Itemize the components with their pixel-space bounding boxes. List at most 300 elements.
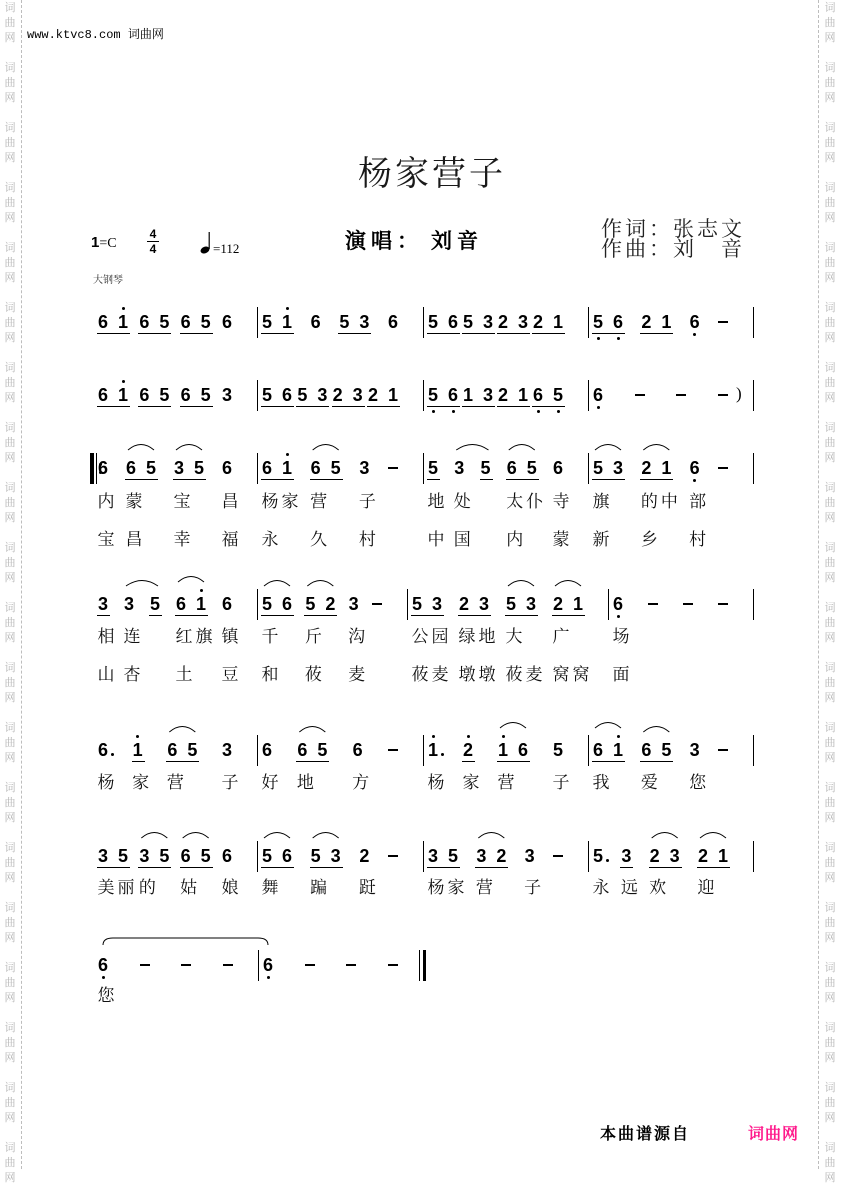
octave-dot-low: [693, 333, 696, 336]
note: 3: [97, 846, 108, 866]
watermark-glyph: 网: [4, 151, 16, 164]
watermark-glyph: 曲: [4, 256, 16, 269]
note: 6: [125, 458, 136, 478]
barline: [423, 307, 424, 338]
sustain-dash: [223, 964, 233, 967]
watermark-glyph: 曲: [824, 136, 836, 149]
augmentation-dot: [441, 753, 444, 756]
note: 2: [496, 846, 507, 866]
sustain-dash: [305, 964, 315, 967]
lyric: 永: [261, 530, 279, 550]
barline: [258, 950, 259, 981]
beam-underline: [552, 615, 585, 616]
watermark-glyph: 曲: [824, 496, 836, 509]
watermark-glyph: 曲: [824, 436, 836, 449]
sustain-dash: [718, 321, 728, 324]
watermark-glyph: 词: [824, 1021, 836, 1034]
watermark-glyph: 词: [4, 661, 16, 674]
sustain-dash: [648, 603, 658, 606]
lyric: 公: [411, 627, 429, 647]
note: 5: [462, 312, 473, 332]
lyric: 好: [261, 773, 279, 793]
note: 6: [281, 594, 292, 614]
composer-name: 刘 音: [673, 237, 745, 261]
note: 1: [572, 594, 583, 614]
sustain-dash: [676, 394, 686, 397]
watermark-glyph: 网: [4, 91, 16, 104]
watermark-glyph: 词: [824, 301, 836, 314]
beam-underline: [475, 867, 508, 868]
watermark-glyph: 网: [4, 931, 16, 944]
note: 5: [505, 594, 516, 614]
beam-underline: [310, 479, 343, 480]
watermark-glyph: 网: [824, 1171, 836, 1184]
note: 6: [592, 385, 603, 405]
beam-underline: [532, 333, 565, 334]
note: 5: [552, 385, 563, 405]
beam-underline: [338, 333, 371, 334]
note: 5: [200, 846, 211, 866]
lyricist-label: 作词：: [601, 217, 673, 241]
note: 6: [139, 312, 150, 332]
slur: [299, 727, 325, 733]
watermark-glyph: 词: [4, 601, 16, 614]
note: 5: [592, 312, 603, 332]
note: 2: [497, 385, 508, 405]
note: 3: [123, 594, 134, 614]
beam-underline: [592, 333, 625, 334]
note: 6: [97, 312, 108, 332]
watermark-glyph: 网: [824, 391, 836, 404]
lyric: 杨: [261, 492, 279, 512]
lyric: 子: [552, 773, 570, 793]
lyric: 乡: [640, 530, 658, 550]
watermark-glyph: 曲: [824, 796, 836, 809]
lyric: 土: [175, 665, 193, 685]
slur: [313, 833, 339, 839]
beam-underline: [532, 406, 565, 407]
note: 5: [159, 846, 170, 866]
note: 2: [458, 594, 469, 614]
note: 6: [281, 846, 292, 866]
note: 6: [221, 312, 232, 332]
note: 6: [262, 955, 273, 975]
lyric: 仆: [526, 492, 544, 512]
beam-underline: [458, 615, 491, 616]
barline: [257, 735, 258, 766]
octave-dot-low: [597, 406, 600, 409]
lyric: 您: [689, 773, 707, 793]
barline: [753, 380, 754, 411]
note: 5: [117, 846, 128, 866]
note: 1: [717, 846, 728, 866]
note: 3: [689, 740, 700, 760]
watermark-glyph: 词: [4, 421, 16, 434]
watermark-glyph: 曲: [824, 376, 836, 389]
note: 6: [261, 740, 272, 760]
beam-underline: [125, 479, 158, 480]
note: 5: [480, 458, 491, 478]
note: 3: [476, 846, 487, 866]
note: 5: [552, 740, 563, 760]
watermark-glyph: 网: [824, 271, 836, 284]
note: 5: [427, 312, 438, 332]
repeat-start-thick-barline: [90, 453, 94, 484]
note: 6: [97, 740, 108, 760]
note: 1: [661, 458, 672, 478]
watermark-glyph: 网: [4, 451, 16, 464]
note: 5: [447, 846, 458, 866]
note: 5: [317, 740, 328, 760]
note: 6: [517, 740, 528, 760]
lyric: 村: [689, 530, 707, 550]
beam-underline: [427, 867, 460, 868]
key-equals: =C: [99, 236, 117, 251]
watermark-glyph: 网: [4, 511, 16, 524]
lyric: 千: [261, 627, 279, 647]
watermark-glyph: 词: [824, 61, 836, 74]
lyric: 营: [475, 878, 493, 898]
octave-dot-high: [286, 453, 289, 456]
octave-dot-high: [502, 735, 505, 738]
beam-underline: [296, 761, 329, 762]
watermark-glyph: 词: [824, 181, 836, 194]
octave-dot-low: [693, 479, 696, 482]
note: 6: [352, 740, 363, 760]
note: 3: [478, 594, 489, 614]
watermark-glyph: 词: [824, 421, 836, 434]
lyric: 蒙: [552, 530, 570, 550]
note: 5: [297, 385, 308, 405]
barline: [257, 307, 258, 338]
note: 5: [427, 458, 438, 478]
slur: [141, 833, 167, 839]
watermark-glyph: 词: [824, 121, 836, 134]
sustain-dash: [388, 749, 398, 752]
watermark-glyph: 词: [824, 1141, 836, 1154]
note: 3: [524, 846, 535, 866]
lyric: 山: [97, 665, 115, 685]
note: 5: [187, 740, 198, 760]
beam-underline: [497, 406, 530, 407]
octave-dot-low: [557, 410, 560, 413]
beam-underline: [462, 761, 475, 762]
lyric: 中: [660, 492, 678, 512]
note: 3: [454, 458, 465, 478]
note: 3: [621, 846, 632, 866]
note: 5: [592, 458, 603, 478]
note: 3: [352, 385, 363, 405]
lyric: 美: [97, 878, 115, 898]
lyric: 墩: [478, 665, 496, 685]
watermark-glyph: 网: [4, 631, 16, 644]
note: 2: [552, 594, 563, 614]
octave-dot-low: [452, 410, 455, 413]
watermark-glyph: 网: [4, 331, 16, 344]
beam-underline: [462, 406, 495, 407]
barline: [257, 589, 258, 620]
sustain-dash: [181, 964, 191, 967]
slur: [700, 833, 726, 839]
watermark-glyph: 词: [824, 1, 836, 14]
watermark-glyph: 网: [824, 631, 836, 644]
note: 6: [221, 846, 232, 866]
note: 2: [359, 846, 370, 866]
slur: [508, 581, 534, 587]
source-site: 词曲网: [748, 1124, 800, 1143]
note: 6: [97, 955, 108, 975]
watermark-glyph: 曲: [824, 1156, 836, 1169]
octave-dot-high: [122, 307, 125, 310]
sustain-dash: [635, 394, 645, 397]
watermark-glyph: 曲: [4, 1156, 16, 1169]
slur: [643, 445, 669, 451]
watermark-glyph: 曲: [4, 136, 16, 149]
note: 3: [359, 312, 370, 332]
note: 6: [180, 385, 191, 405]
watermark-glyph: 曲: [4, 916, 16, 929]
lyric: 地: [427, 492, 445, 512]
beam-underline: [97, 615, 110, 616]
note: 1: [195, 594, 206, 614]
lyric: 福: [221, 530, 239, 550]
sustain-dash: [388, 855, 398, 858]
beam-underline: [138, 406, 171, 407]
beam-underline: [97, 867, 130, 868]
watermark-glyph: 网: [4, 271, 16, 284]
lyric: 斤: [304, 627, 322, 647]
note: 5: [427, 385, 438, 405]
sustain-dash: [718, 603, 728, 606]
final-thin-barline: [419, 950, 420, 981]
note: 3: [482, 385, 493, 405]
octave-dot-high: [467, 735, 470, 738]
watermark-glyph: 网: [4, 31, 16, 44]
octave-dot-low: [432, 410, 435, 413]
watermark-glyph: 词: [4, 121, 16, 134]
lyric: 家: [462, 773, 480, 793]
beam-underline: [640, 479, 673, 480]
watermark-glyph: 网: [824, 91, 836, 104]
note: 6: [689, 458, 700, 478]
lyric: 欢: [649, 878, 667, 898]
watermark-glyph: 曲: [824, 256, 836, 269]
watermark-glyph: 词: [4, 301, 16, 314]
beam-underline: [649, 867, 682, 868]
watermark-glyph: 曲: [824, 1036, 836, 1049]
note: 6: [180, 846, 191, 866]
note: 5: [193, 458, 204, 478]
barline: [588, 841, 589, 872]
watermark-glyph: 曲: [4, 436, 16, 449]
octave-dot-low: [617, 615, 620, 618]
sustain-dash: [718, 749, 728, 752]
lyric: 园: [431, 627, 449, 647]
note: 6: [310, 312, 321, 332]
lyric: 豆: [221, 665, 239, 685]
beam-underline: [497, 761, 530, 762]
lyric: 跹: [358, 878, 376, 898]
note: 1: [117, 385, 128, 405]
beam-underline: [332, 406, 365, 407]
sustain-dash: [718, 467, 728, 470]
barline: [407, 589, 408, 620]
lyric: 姑: [180, 878, 198, 898]
note: 6: [641, 740, 652, 760]
lyric: 我: [592, 773, 610, 793]
note: 1: [281, 458, 292, 478]
note: 1: [427, 740, 438, 760]
lyric: 宝: [97, 530, 115, 550]
barline: [588, 307, 589, 338]
barline: [257, 380, 258, 411]
barline: [423, 453, 424, 484]
song-title: 杨家营子: [358, 154, 506, 194]
barline: [588, 380, 589, 411]
lyric: 的: [640, 492, 658, 512]
note: 5: [526, 458, 537, 478]
lyric: 国: [453, 530, 471, 550]
beam-underline: [138, 867, 171, 868]
watermark-glyph: 网: [824, 571, 836, 584]
watermark-glyph: 词: [824, 1081, 836, 1094]
watermark-glyph: 网: [4, 1051, 16, 1064]
note: 6: [297, 740, 308, 760]
lyric: 爱: [640, 773, 658, 793]
note: 6: [310, 458, 321, 478]
note: 3: [139, 846, 150, 866]
watermark-glyph: 词: [4, 241, 16, 254]
note: 3: [525, 594, 536, 614]
beam-underline: [173, 479, 206, 480]
watermark-glyph: 词: [4, 481, 16, 494]
note: 5: [261, 385, 272, 405]
octave-dot-high: [200, 589, 203, 592]
beam-underline: [462, 333, 495, 334]
beam-underline: [261, 406, 294, 407]
note: 3: [97, 594, 108, 614]
lyric: 村: [358, 530, 376, 550]
note: 3: [612, 458, 623, 478]
lyric: 莜: [505, 665, 523, 685]
note: 1: [462, 385, 473, 405]
lyric: 相: [97, 627, 115, 647]
beam-underline: [97, 406, 130, 407]
watermark-glyph: 网: [4, 811, 16, 824]
watermark-glyph: 词: [824, 361, 836, 374]
note: 2: [641, 312, 652, 332]
lyric: 蒙: [125, 492, 143, 512]
beam-underline: [697, 867, 730, 868]
slur: [126, 581, 158, 587]
lyric: 家: [281, 492, 299, 512]
lyric: 杏: [123, 665, 141, 685]
note: 3: [221, 385, 232, 405]
note: 2: [462, 740, 473, 760]
note: 2: [325, 594, 336, 614]
lyric: 永: [592, 878, 610, 898]
watermark-glyph: 网: [824, 1111, 836, 1124]
lyric: 昌: [125, 530, 143, 550]
note: 2: [332, 385, 343, 405]
composer-label: 作曲：: [601, 237, 673, 261]
beam-underline: [180, 867, 213, 868]
beam-underline: [367, 406, 400, 407]
lyric: 内: [97, 492, 115, 512]
beam-underline: [640, 333, 673, 334]
note: 1: [132, 740, 143, 760]
slur: [128, 445, 154, 451]
beam-underline: [132, 761, 145, 762]
note: 3: [221, 740, 232, 760]
note: 3: [427, 846, 438, 866]
watermark-glyph: 词: [4, 1141, 16, 1154]
watermark-glyph: 词: [824, 961, 836, 974]
watermark-glyph: 曲: [4, 976, 16, 989]
watermark-glyph: 曲: [4, 556, 16, 569]
beam-underline: [166, 761, 199, 762]
beam-underline: [497, 333, 530, 334]
lyric: 场: [612, 627, 630, 647]
slur: [169, 727, 195, 733]
note: 6: [689, 312, 700, 332]
sustain-dash: [140, 964, 150, 967]
lyric: 久: [310, 530, 328, 550]
note: 2: [367, 385, 378, 405]
watermark-glyph: 词: [4, 61, 16, 74]
performer-name: 刘音: [431, 229, 483, 253]
note: 6: [506, 458, 517, 478]
watermark-glyph: 曲: [4, 496, 16, 509]
lyric: 面: [612, 665, 630, 685]
note: 6: [221, 594, 232, 614]
watermark-glyph: 词: [4, 721, 16, 734]
lyric: 营: [166, 773, 184, 793]
note: 5: [159, 312, 170, 332]
lyric: 子: [524, 878, 542, 898]
watermark-glyph: 网: [4, 871, 16, 884]
slur: [264, 833, 290, 839]
slur: [264, 581, 290, 587]
lyric: 沟: [348, 627, 366, 647]
barline: [423, 841, 424, 872]
watermark-glyph: 网: [4, 991, 16, 1004]
watermark-glyph: 网: [824, 211, 836, 224]
note: 6: [447, 385, 458, 405]
watermark-glyph: 词: [4, 901, 16, 914]
lyric: 镇: [221, 627, 239, 647]
octave-dot-low: [537, 410, 540, 413]
lyric: 莜: [304, 665, 322, 685]
time-signature-numerator: 4: [149, 227, 157, 241]
lyric: 丽: [117, 878, 135, 898]
watermark-glyph: 曲: [824, 616, 836, 629]
lyric: 窝: [572, 665, 590, 685]
note: 2: [649, 846, 660, 866]
beam-underline: [261, 333, 294, 334]
note: 1: [497, 740, 508, 760]
barline: [588, 453, 589, 484]
lyric: 家: [132, 773, 150, 793]
beam-underline: [592, 479, 625, 480]
barline: [753, 841, 754, 872]
lyric: 杨: [427, 878, 445, 898]
note: 5: [661, 740, 672, 760]
lyric: 的: [138, 878, 156, 898]
octave-dot-low: [597, 337, 600, 340]
octave-dot-high: [617, 735, 620, 738]
watermark-glyph: 词: [4, 181, 16, 194]
